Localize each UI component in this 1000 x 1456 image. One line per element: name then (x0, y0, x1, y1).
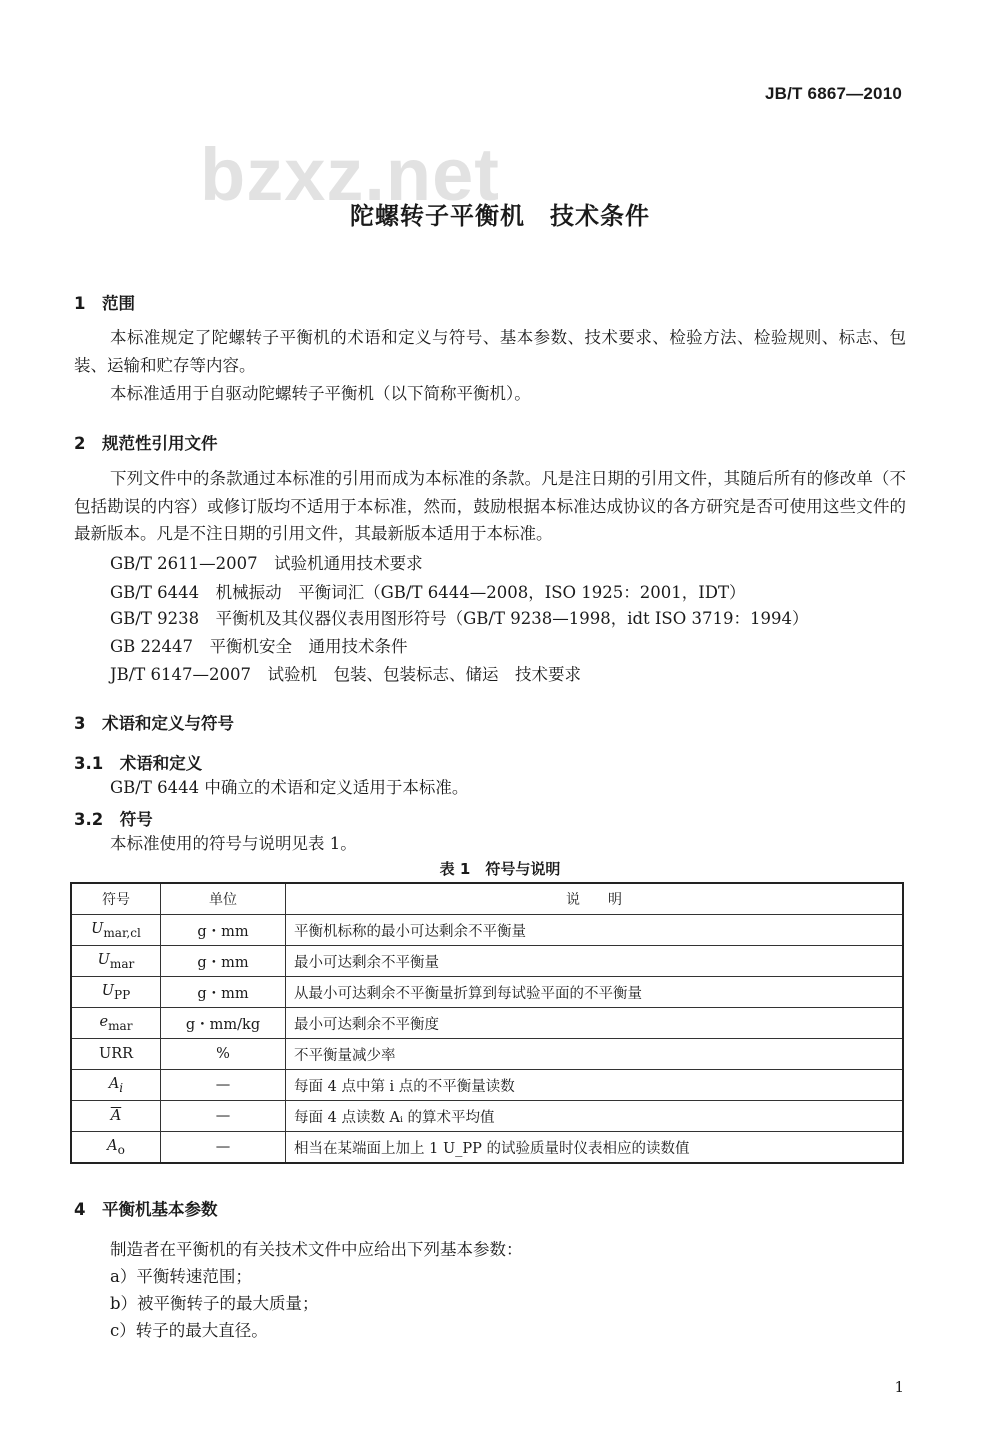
description-cell: 平衡机标称的最小可达剩余不平衡量 (286, 915, 904, 946)
unit-cell: g・mm/kg (161, 1008, 286, 1039)
section-1-para-1: 本标准规定了陀螺转子平衡机的术语和定义与符号、基本参数、技术要求、检验方法、检验规则、标志、包装、运输和贮存等内容。 (74, 328, 906, 375)
reference-item: GB/T 9238 平衡机及其仪器仪表用图形符号（GB/T 9238—1998，idt ISO 3719：1994） (110, 609, 809, 628)
table-header: 单位 (161, 883, 286, 915)
symbol-cell: URR (71, 1039, 161, 1070)
watermark-logo: bzxz.net (200, 133, 500, 216)
reference-item: GB 22447 平衡机安全 通用技术条件 (110, 637, 408, 656)
symbol-cell: $U_{mar}$ (71, 946, 161, 977)
symbols-table (70, 882, 904, 1164)
section-3-heading: 3 术语和定义与符号 (74, 714, 234, 733)
list-item: b）被平衡转子的最大质量； (110, 1294, 319, 1313)
table-header: 说 明 (286, 883, 904, 915)
unit-cell: % (161, 1039, 286, 1070)
unit-cell: — (161, 1101, 286, 1132)
standard-code: JB/T 6867—2010 (765, 84, 902, 103)
list-item: a）平衡转速范围； (110, 1267, 252, 1286)
section-3-2-heading: 3.2 符号 (74, 810, 153, 829)
symbol-cell: $A_i$ (71, 1070, 161, 1101)
section-3-1-text: GB/T 6444 中确立的术语和定义适用于本标准。 (110, 778, 469, 797)
table-row (71, 915, 903, 946)
section-1-para-2: 本标准适用于自驱动陀螺转子平衡机（以下简称平衡机）。 (110, 384, 531, 403)
table-row (71, 1070, 903, 1101)
reference-item: GB/T 2611—2007 试验机通用技术要求 (110, 554, 423, 573)
reference-item: GB/T 6444 机械振动 平衡词汇（GB/T 6444—2008，ISO 1925：2001，IDT） (110, 583, 746, 602)
table-caption: 表 1 符号与说明 (439, 860, 561, 878)
section-2-para: 下列文件中的条款通过本标准的引用而成为本标准的条款。凡是注日期的引用文件，其随后所有的修改单（不包括勘误的内容）或修订版均不适用于本标准，然而，鼓励根据本标准达成协议的各方研究是否可使用这些文件的最新版本。凡是不注日期的引用文件，其最新版本适用于本标准。 (74, 469, 906, 543)
symbol-cell: $U_{PP}$ (71, 977, 161, 1008)
table-row (71, 977, 903, 1008)
description-cell: 每面 4 点读数 Aᵢ 的算术平均值 (286, 1101, 904, 1132)
description-cell: 不平衡量减少率 (286, 1039, 904, 1070)
symbol-cell: $e_{mar}$ (71, 1008, 161, 1039)
unit-cell: g・mm (161, 915, 286, 946)
symbol-cell: $A_o$ (71, 1132, 161, 1164)
unit-cell: — (161, 1132, 286, 1164)
page-number: 1 (894, 1378, 904, 1396)
table-row (71, 1008, 903, 1039)
description-cell: 最小可达剩余不平衡度 (286, 1008, 904, 1039)
description-cell: 每面 4 点中第 i 点的不平衡量读数 (286, 1070, 904, 1101)
document-title: 陀螺转子平衡机 技术条件 (350, 202, 650, 230)
section-3-1-heading: 3.1 术语和定义 (74, 754, 203, 773)
table-row (71, 1039, 903, 1070)
table-row (71, 1101, 903, 1132)
section-1-heading: 1 范围 (74, 294, 135, 313)
list-item: c）转子的最大直径。 (110, 1321, 268, 1340)
reference-item: JB/T 6147—2007 试验机 包装、包装标志、储运 技术要求 (110, 665, 582, 684)
section-2-heading: 2 规范性引用文件 (74, 434, 218, 453)
section-4-intro: 制造者在平衡机的有关技术文件中应给出下列基本参数： (110, 1240, 523, 1259)
table-row (71, 946, 903, 977)
unit-cell: — (161, 1070, 286, 1101)
description-cell: 最小可达剩余不平衡量 (286, 946, 904, 977)
table-row (71, 1132, 903, 1164)
section-3-2-text: 本标准使用的符号与说明见表 1。 (110, 834, 357, 853)
description-cell: 相当在某端面上加上 1 U_PP 的试验质量时仪表相应的读数值 (286, 1132, 904, 1164)
description-cell: 从最小可达剩余不平衡量折算到每试验平面的不平衡量 (286, 977, 904, 1008)
unit-cell: g・mm (161, 977, 286, 1008)
unit-cell: g・mm (161, 946, 286, 977)
table-header: 符号 (71, 883, 161, 915)
symbol-cell: $\overline{A}$ (71, 1101, 161, 1132)
section-4-heading: 4 平衡机基本参数 (74, 1200, 218, 1219)
symbol-cell: $U_{mar,cl}$ (71, 915, 161, 946)
